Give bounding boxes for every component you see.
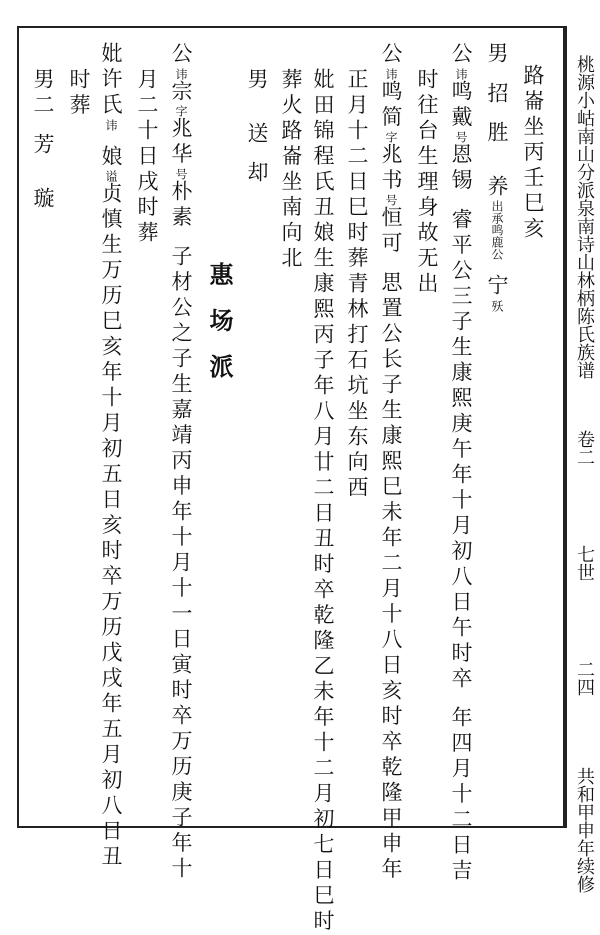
text-column xyxy=(484,42,510,312)
column-text: 时葬 xyxy=(67,68,91,119)
annotation-text: 讳 xyxy=(384,67,398,80)
column-text: 璇 xyxy=(31,186,55,212)
column-text: 妣田锦程氏丑娘生康熙丙子年八月廿二日丑时卒乾隆乙未年十二月初七日巳时 xyxy=(311,68,335,935)
column-text: 年四月十二日吉 xyxy=(449,706,473,885)
column-text: 胜 xyxy=(485,121,509,147)
annotation-text: 谥 xyxy=(104,170,118,182)
text-column xyxy=(278,68,304,272)
column-text: 鸣戴 xyxy=(449,79,473,131)
column-text: 朴素 xyxy=(169,180,193,231)
column-text: 时往台生理身故无出 xyxy=(415,68,439,298)
text-column xyxy=(30,68,56,212)
text-column xyxy=(378,42,404,883)
text-column xyxy=(310,68,336,935)
edition-label: 共和甲申年续修 xyxy=(574,767,595,893)
annotation-text: 出承鸣鹿公 xyxy=(490,200,504,260)
column-text: 恒可 xyxy=(379,205,403,257)
column-text: 月二十日戌时葬 xyxy=(135,68,159,247)
column-text: 男 xyxy=(485,42,509,68)
annotation-text: 殀 xyxy=(490,299,504,312)
column-text: 公 xyxy=(169,42,193,68)
annotation-text: 号 xyxy=(454,130,468,143)
column-text: 睿平公三子生康熙庚午年十月初八日午时卒 xyxy=(449,207,473,692)
column-text: 葬火路崙坐南向北 xyxy=(279,68,303,272)
column-text: 公 xyxy=(379,42,403,68)
annotation-text: 字 xyxy=(174,105,188,117)
branch-heading: 惠场派 xyxy=(205,262,234,400)
annotation-text: 讳 xyxy=(174,67,188,80)
column-text: 宗 xyxy=(169,79,193,105)
text-column xyxy=(66,68,92,119)
column-text: 妣许氏 xyxy=(99,42,123,119)
column-text: 公 xyxy=(449,42,473,68)
column-text: 却 xyxy=(245,161,269,187)
text-column xyxy=(98,42,124,871)
column-text: 恩锡 xyxy=(449,142,473,194)
column-text: 养 xyxy=(485,174,509,200)
annotation-text: 字 xyxy=(384,130,398,143)
annotation-text: 号 xyxy=(384,193,398,206)
header-divider xyxy=(565,26,567,828)
column-text: 宁 xyxy=(485,274,509,300)
column-text: 送 xyxy=(245,121,269,147)
column-text: 兆华 xyxy=(169,117,193,168)
column-text: 男二 xyxy=(31,68,55,119)
text-column xyxy=(344,68,370,502)
annotation-text: 号 xyxy=(174,168,188,180)
genealogy-title: 桃源小岵南山分派泉南诗山林柄陈氏族谱 xyxy=(574,55,595,379)
column-text: 男 xyxy=(245,68,269,94)
column-text: 兆书 xyxy=(379,142,403,194)
page-number: 二四 xyxy=(574,660,595,696)
annotation-text: 讳 xyxy=(104,118,118,131)
annotation-text: 讳 xyxy=(454,67,468,80)
page-header xyxy=(571,55,597,893)
column-text: 正月十二日巳时葬青林打石坑坐东向西 xyxy=(345,68,369,502)
text-column xyxy=(244,68,270,187)
column-text: 贞慎生万历巳亥年十月初五日亥时卒万历戊戌年五月初八日丑 xyxy=(99,182,123,871)
text-column xyxy=(448,42,474,885)
volume-label: 卷二 xyxy=(574,430,595,466)
text-column xyxy=(520,64,546,243)
column-text: 思置公长子生康熙巳未年二月十八日亥时卒乾隆甲申年 xyxy=(379,270,403,883)
column-text: 招 xyxy=(485,81,509,107)
column-text: 路崙坐丙壬巳亥 xyxy=(521,64,545,243)
column-text: 鸣简 xyxy=(379,79,403,131)
column-text: 芳 xyxy=(31,133,55,159)
column-text: 子材公之子生嘉靖丙申年十月十一日寅时卒万历庚子年十 xyxy=(169,245,193,883)
column-text: 娘 xyxy=(99,144,123,170)
text-column xyxy=(168,42,194,883)
branch-heading-column xyxy=(206,192,232,400)
generation-label: 七世 xyxy=(574,545,595,581)
text-column xyxy=(414,68,440,298)
text-column xyxy=(134,68,160,247)
